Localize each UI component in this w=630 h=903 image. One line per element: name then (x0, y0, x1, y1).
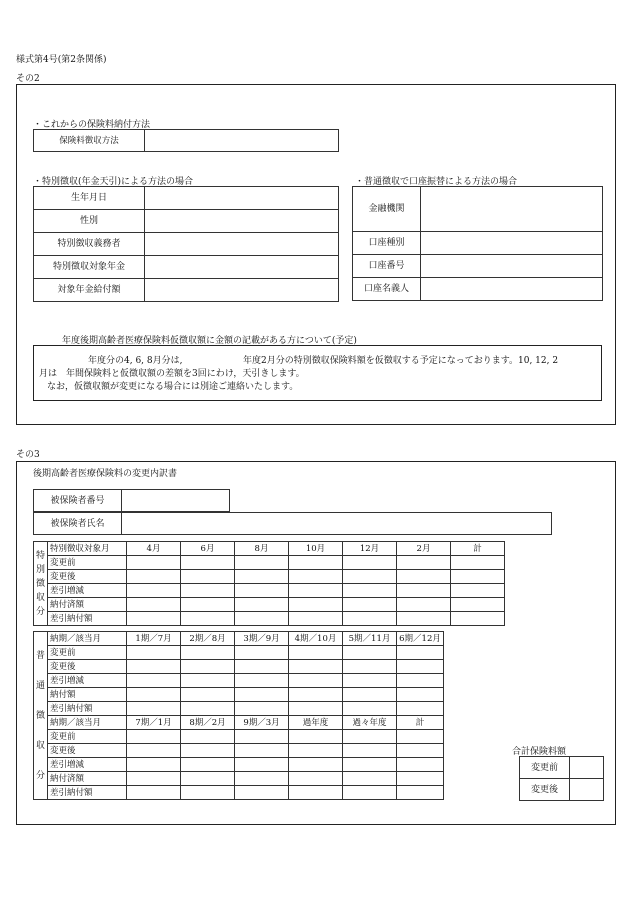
special-side-label: 特 別 徴 収 分 (34, 542, 48, 626)
amount-cell[interactable] (397, 730, 444, 744)
total-row-label: 変更後 (520, 779, 570, 801)
amount-cell[interactable] (343, 730, 397, 744)
amount-cell[interactable] (397, 646, 444, 660)
amount-cell[interactable] (181, 758, 235, 772)
amount-cell[interactable] (397, 570, 451, 584)
payment-heading: ・これからの保険料納付方法 (33, 120, 151, 130)
special-row-label: 対象年金給付額 (34, 279, 145, 302)
ordinary-row-label: 口座名義人 (353, 278, 421, 301)
amount-cell[interactable] (181, 660, 235, 674)
amount-cell[interactable] (343, 612, 397, 626)
amount-cell[interactable] (127, 674, 181, 688)
notice-line3: なお，仮徴収額が変更になる場合には別途ご連絡いたします。 (47, 382, 299, 392)
amount-cell[interactable] (451, 570, 505, 584)
insured-number-label: 被保険者番号 (34, 490, 122, 512)
amount-cell[interactable] (397, 758, 444, 772)
payment-method-value[interactable] (145, 130, 339, 152)
insured-number-table (33, 489, 230, 512)
payment-method-label: 保険料徴収方法 (34, 130, 145, 152)
amount-cell[interactable] (127, 688, 181, 702)
special-row-label: 特別徴収対象年金 (34, 256, 145, 279)
ordinary-header-cell: 2期／8月 (181, 632, 235, 646)
ordinary-row-label: 差引増減 (48, 674, 127, 688)
ordinary-header-cell: 6期／12月 (397, 632, 444, 646)
amount-cell[interactable] (289, 702, 343, 716)
amount-cell[interactable] (397, 660, 444, 674)
amount-cell[interactable] (343, 674, 397, 688)
insured-name-value[interactable] (122, 513, 552, 535)
amount-cell[interactable] (235, 786, 289, 800)
amount-cell[interactable] (235, 758, 289, 772)
amount-cell[interactable] (397, 612, 451, 626)
special-row-label: 差引増減 (48, 584, 127, 598)
amount-cell[interactable] (343, 772, 397, 786)
amount-cell[interactable] (181, 598, 235, 612)
ordinary-header-cell: 1期／7月 (127, 632, 181, 646)
special-info-table (33, 186, 339, 302)
special-row-label: 納付済額 (48, 598, 127, 612)
ordinary-row-label: 口座種別 (353, 232, 421, 255)
amount-cell[interactable] (181, 570, 235, 584)
amount-cell[interactable] (181, 584, 235, 598)
amount-cell[interactable] (343, 786, 397, 800)
amount-cell[interactable] (289, 660, 343, 674)
amount-cell[interactable] (127, 612, 181, 626)
total-value[interactable] (570, 779, 604, 801)
special-header-cell: 8月 (235, 542, 289, 556)
amount-cell[interactable] (181, 744, 235, 758)
special-row-label: 変更前 (48, 556, 127, 570)
special-header-cell: 10月 (289, 542, 343, 556)
ordinary-row-label: 差引納付額 (48, 786, 127, 800)
amount-cell[interactable] (181, 786, 235, 800)
notice-line2: 月は 年間保険料と仮徴収額の差額を3回にわけ，天引きします。 (39, 369, 305, 379)
ordinary-row-label: 変更後 (48, 660, 127, 674)
amount-cell[interactable] (127, 786, 181, 800)
amount-cell[interactable] (397, 584, 451, 598)
special-row-label: 差引納付額 (48, 612, 127, 626)
amount-cell[interactable] (397, 702, 444, 716)
amount-cell[interactable] (343, 556, 397, 570)
amount-cell[interactable] (235, 674, 289, 688)
special-row-label: 生年月日 (34, 187, 145, 210)
payment-method-table (33, 129, 339, 152)
amount-cell[interactable] (289, 584, 343, 598)
special-row-value[interactable] (145, 210, 339, 233)
amount-cell[interactable] (235, 612, 289, 626)
amount-cell[interactable] (343, 702, 397, 716)
amount-cell[interactable] (181, 646, 235, 660)
amount-cell[interactable] (289, 570, 343, 584)
notice-heading: 年度後期高齢者医療保険料仮徴収額に金額の記載がある方について(予定) (62, 336, 357, 346)
amount-cell[interactable] (235, 688, 289, 702)
amount-cell[interactable] (343, 660, 397, 674)
amount-cell[interactable] (181, 688, 235, 702)
amount-cell[interactable] (127, 730, 181, 744)
special-heading: ・特別徴収(年金天引)による方法の場合 (33, 177, 194, 187)
amount-cell[interactable] (343, 688, 397, 702)
amount-cell[interactable] (289, 744, 343, 758)
amount-cell[interactable] (235, 570, 289, 584)
amount-cell[interactable] (235, 702, 289, 716)
total-row-label: 変更前 (520, 757, 570, 779)
ordinary-header-cell: 9期／3月 (235, 716, 289, 730)
special-header-cell: 6月 (181, 542, 235, 556)
amount-cell[interactable] (127, 758, 181, 772)
special-header-cell: 12月 (343, 542, 397, 556)
amount-cell[interactable] (451, 556, 505, 570)
insured-name-table (33, 512, 552, 535)
amount-cell[interactable] (235, 646, 289, 660)
ordinary-header-cell: 計 (397, 716, 444, 730)
amount-cell[interactable] (289, 598, 343, 612)
amount-cell[interactable] (289, 786, 343, 800)
amount-cell[interactable] (289, 674, 343, 688)
special-row-value[interactable] (145, 256, 339, 279)
ordinary-row-label: 差引増減 (48, 758, 127, 772)
special-row-value[interactable] (145, 279, 339, 302)
amount-cell[interactable] (289, 772, 343, 786)
notice-line1b: 年度2月分の特別徴収保険料額を仮徴収する予定になっております。10, 12, 2 (243, 356, 559, 366)
amount-cell[interactable] (397, 674, 444, 688)
amount-cell[interactable] (289, 556, 343, 570)
ordinary-row-value[interactable] (421, 255, 603, 278)
total-table (519, 756, 604, 801)
ordinary-row-label: 変更前 (48, 730, 127, 744)
special-row-label: 特別徴収義務者 (34, 233, 145, 256)
ordinary-row-label: 変更前 (48, 646, 127, 660)
ordinary-row-label: 口座番号 (353, 255, 421, 278)
ordinary-header-cell: 納期／該当月 (48, 716, 127, 730)
amount-cell[interactable] (343, 598, 397, 612)
amount-cell[interactable] (397, 598, 451, 612)
ordinary-side-label: 普 通 徴 収 分 (34, 632, 48, 800)
amount-cell[interactable] (235, 598, 289, 612)
amount-cell[interactable] (451, 584, 505, 598)
ordinary-header-cell: 7期／1月 (127, 716, 181, 730)
amount-cell[interactable] (127, 570, 181, 584)
amount-cell[interactable] (343, 646, 397, 660)
ordinary-row-label: 納付済額 (48, 772, 127, 786)
ordinary-row-label: 納付額 (48, 688, 127, 702)
amount-cell[interactable] (127, 646, 181, 660)
special-header-cell: 4月 (127, 542, 181, 556)
amount-cell[interactable] (181, 674, 235, 688)
ordinary-row-label: 金融機関 (353, 187, 421, 232)
amount-cell[interactable] (451, 612, 505, 626)
amount-cell[interactable] (235, 744, 289, 758)
amount-cell[interactable] (289, 688, 343, 702)
special-row-value[interactable] (145, 233, 339, 256)
amount-cell[interactable] (127, 584, 181, 598)
amount-cell[interactable] (127, 598, 181, 612)
amount-cell[interactable] (127, 702, 181, 716)
amount-cell[interactable] (181, 702, 235, 716)
amount-cell[interactable] (397, 744, 444, 758)
part3-label: その3 (16, 450, 40, 460)
part2-label: その2 (16, 74, 40, 84)
special-header-cell: 特別徴収対象月 (48, 542, 127, 556)
ordinary-breakdown-table (33, 631, 444, 800)
amount-cell[interactable] (127, 660, 181, 674)
total-value[interactable] (570, 757, 604, 779)
ordinary-header-cell: 3期／9月 (235, 632, 289, 646)
special-header-cell: 2月 (397, 542, 451, 556)
special-row-value[interactable] (145, 187, 339, 210)
amount-cell[interactable] (289, 758, 343, 772)
amount-cell[interactable] (181, 556, 235, 570)
amount-cell[interactable] (181, 612, 235, 626)
amount-cell[interactable] (289, 730, 343, 744)
ordinary-row-label: 変更後 (48, 744, 127, 758)
ordinary-header-cell: 過年度 (289, 716, 343, 730)
amount-cell[interactable] (289, 612, 343, 626)
amount-cell[interactable] (127, 744, 181, 758)
amount-cell[interactable] (289, 646, 343, 660)
amount-cell[interactable] (127, 556, 181, 570)
amount-cell[interactable] (235, 772, 289, 786)
ordinary-info-table (352, 186, 603, 301)
special-header-cell: 計 (451, 542, 505, 556)
form-id: 様式第4号(第2条関係) (16, 55, 107, 65)
amount-cell[interactable] (397, 772, 444, 786)
ordinary-row-value[interactable] (421, 278, 603, 301)
ordinary-heading: ・普通徴収で口座振替による方法の場合 (355, 177, 518, 187)
insured-number-value[interactable] (122, 490, 230, 512)
amount-cell[interactable] (343, 758, 397, 772)
ordinary-header-cell: 過々年度 (343, 716, 397, 730)
total-heading: 合計保険料額 (512, 747, 567, 757)
amount-cell[interactable] (235, 660, 289, 674)
amount-cell[interactable] (343, 584, 397, 598)
notice-line1a: 年度分の4, 6, 8月分は, (88, 356, 183, 366)
amount-cell[interactable] (181, 772, 235, 786)
ordinary-header-cell: 5期／11月 (343, 632, 397, 646)
ordinary-row-value[interactable] (421, 232, 603, 255)
amount-cell[interactable] (235, 584, 289, 598)
ordinary-header-cell: 8期／2月 (181, 716, 235, 730)
amount-cell[interactable] (343, 744, 397, 758)
insured-name-label: 被保険者氏名 (34, 513, 122, 535)
amount-cell[interactable] (451, 598, 505, 612)
amount-cell[interactable] (343, 570, 397, 584)
amount-cell[interactable] (127, 772, 181, 786)
amount-cell[interactable] (235, 556, 289, 570)
ordinary-row-label: 差引納付額 (48, 702, 127, 716)
amount-cell[interactable] (235, 730, 289, 744)
ordinary-header-cell: 4期／10月 (289, 632, 343, 646)
special-row-label: 変更後 (48, 570, 127, 584)
amount-cell[interactable] (397, 556, 451, 570)
ordinary-header-cell: 納期／該当月 (48, 632, 127, 646)
ordinary-row-value[interactable] (421, 187, 603, 232)
part3-title: 後期高齢者医療保険料の変更内訳書 (33, 469, 178, 479)
amount-cell[interactable] (181, 730, 235, 744)
special-breakdown-table (33, 541, 505, 626)
special-row-label: 性別 (34, 210, 145, 233)
amount-cell[interactable] (397, 786, 444, 800)
amount-cell[interactable] (397, 688, 444, 702)
